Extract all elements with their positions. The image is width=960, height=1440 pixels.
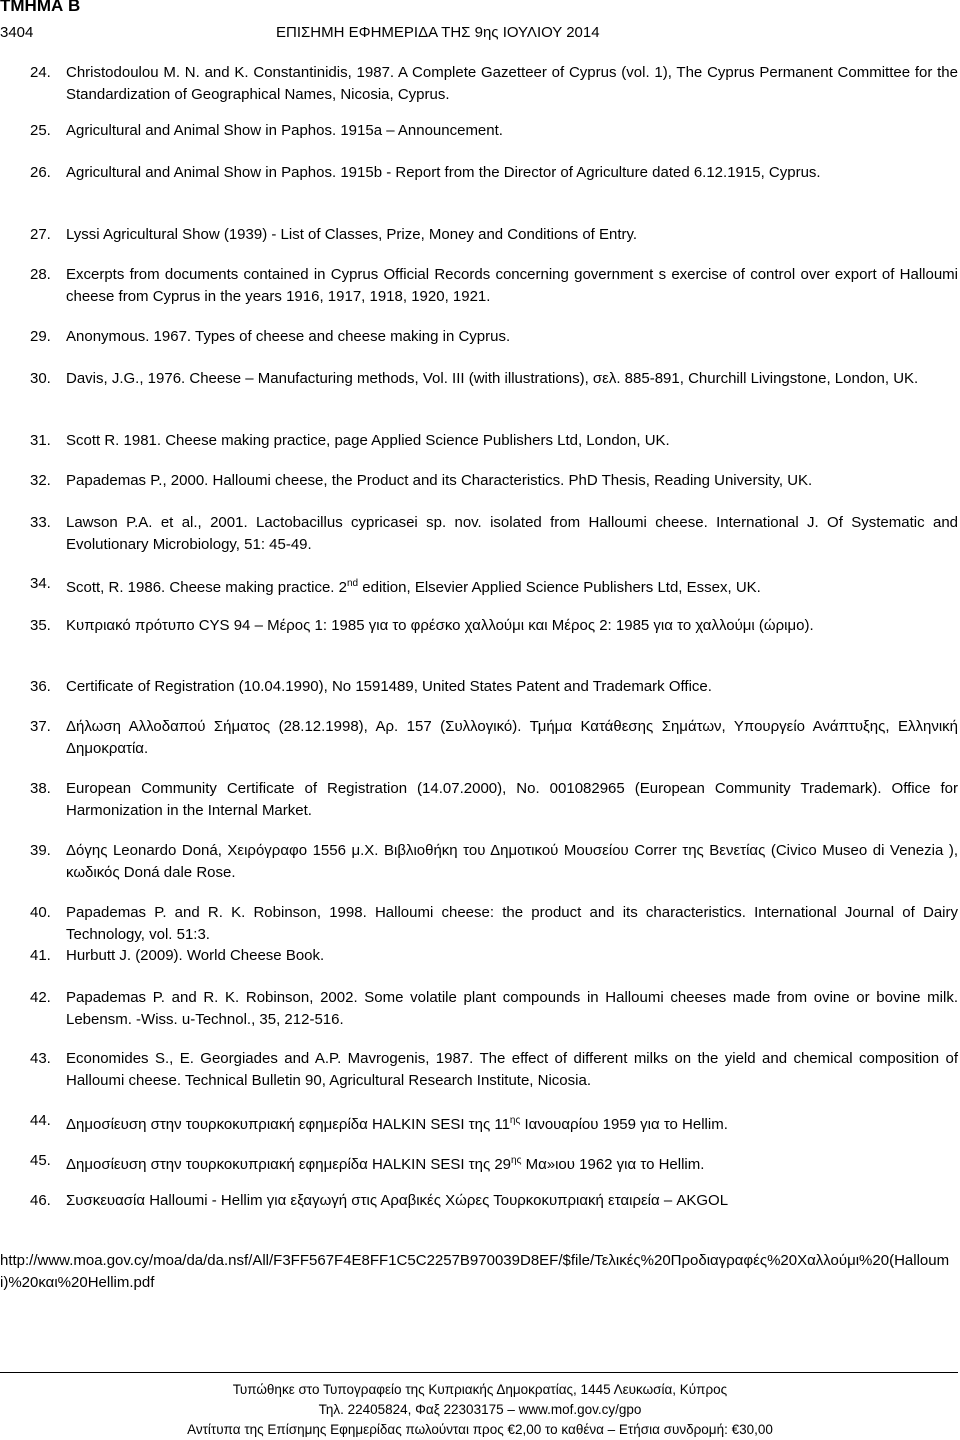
reference-text-main: Papademas P., 2000. Halloumi cheese, the Product and its Characteristics. PhD Thesis, Reading University, UK. (66, 472, 813, 489)
reference-number: 26. (30, 164, 51, 181)
reference-number: 44. (30, 1112, 51, 1129)
reference-text-main: Davis, J.G., 1976. Cheese – Manufacturing methods, Vol. III (with illustrations), σελ. 885-891, Churchill Livingstone, London, UK. (66, 370, 919, 387)
reference-text-main: Agricultural and Animal Show in Paphos. 1915b - Report from the Director of Agriculture dated 6.12.1915, Cyprus. (66, 164, 821, 181)
reference-text (66, 264, 958, 308)
reference-number: 43. (30, 1050, 51, 1067)
reference-number: 40. (30, 904, 51, 921)
footer (0, 1380, 960, 1440)
footer-divider (0, 1372, 958, 1373)
reference-text (66, 1048, 958, 1092)
reference-text-main: Δήλωση Αλλοδαπού Σήματος (28.12.1998), Αρ. 157 (Συλλογικό). Τμήμα Κατάθεσης Σημάτων, Υπουργείο Ανάπτυξης, Ελληνική Δημοκρατία. (66, 718, 958, 757)
source-url[interactable]: http://www.moa.gov.cy/moa/da/da.nsf/All/F3FF567F4E8FF1C5C2257B970039D8EF/$file/Τελικές%20Προδιαγραφές%20Χαλλούμι%20(Halloumi)%20και%20Hellim.pdf (0, 1252, 950, 1291)
reference-item (30, 62, 958, 106)
reference-text (66, 987, 958, 1031)
reference-number: 32. (30, 472, 51, 489)
reference-item (30, 945, 958, 967)
reference-text-continued: Ιανουαρίου 1959 για το Hellim. (520, 1116, 728, 1133)
reference-item (30, 1110, 958, 1136)
reference-number: 25. (30, 122, 51, 139)
reference-text (66, 902, 958, 946)
reference-item (30, 840, 958, 884)
reference-number: 37. (30, 718, 51, 735)
reference-text-main: Papademas P. and R. K. Robinson, 2002. Some volatile plant compounds in Halloumi cheeses made from ovine or bovine milk. Lebensm. -Wiss. u-Technol., 35, 212-516. (66, 989, 958, 1028)
reference-item (30, 778, 958, 822)
reference-text-continued: Μα»ιου 1962 για το Hellim. (521, 1156, 705, 1173)
footer-printer-line: Τυπώθηκε στο Τυπογραφείο της Κυπριακής Δημοκρατίας, 1445 Λευκωσία, Κύπρος (232, 1382, 728, 1397)
reference-number: 28. (30, 266, 51, 283)
reference-text-main: Scott R. 1981. Cheese making practice, page Applied Science Publishers Ltd, London, UK. (66, 432, 670, 449)
footer-contact-line: Τηλ. 22405824, Φαξ 22303175 – www.mof.gov.cy/gpo (318, 1402, 642, 1417)
reference-text (66, 224, 958, 246)
reference-number: 30. (30, 370, 51, 387)
reference-text-main: Papademas P. and R. K. Robinson, 1998. Halloumi cheese: the product and its characteristics. International Journal of Dairy Technology, vol. 51:3. (66, 904, 958, 943)
reference-item (30, 1150, 958, 1176)
reference-item (30, 987, 958, 1031)
reference-item (30, 326, 958, 348)
reference-number: 27. (30, 226, 51, 243)
reference-item (30, 615, 958, 637)
reference-text-main: Κυπριακό πρότυπο CYS 94 – Μέρος 1: 1985 για το φρέσκο χαλλούμι και Μέρος 2: 1985 για το χαλλούμι (ώριμο). (66, 617, 814, 634)
reference-item (30, 1190, 958, 1212)
reference-item (30, 716, 958, 760)
reference-number: 31. (30, 432, 51, 449)
reference-text-main: European Community Certificate of Registration (14.07.2000), No. 001082965 (European Community Trademark). Office for Harmonization in the Internal Market. (66, 780, 958, 819)
reference-text-main: Economides S., E. Georgiades and A.P. Mavrogenis, 1987. The effect of different milks on the yield and chemical composition of Halloumi cheese. Technical Bulletin 90, Agricultural Research Institute, Nicosia. (66, 1050, 958, 1089)
reference-item (30, 573, 958, 599)
reference-text-main: Christodoulou M. N. and K. Constantinidis, 1987. A Complete Gazetteer of Cyprus (vol. 1), The Cyprus Permanent Committee for the Standardization of Geographical Names, Nicosia, Cyprus. (66, 64, 958, 103)
reference-item (30, 120, 958, 142)
reference-number: 29. (30, 328, 51, 345)
reference-text (66, 945, 958, 967)
reference-item (30, 264, 958, 308)
reference-text-main: Scott, R. 1986. Cheese making practice. (66, 579, 335, 596)
reference-text-main: Certificate of Registration (10.04.1990), No 1591489, United States Patent and Trademark Office. (66, 678, 712, 695)
reference-number: 46. (30, 1192, 51, 1209)
reference-text (66, 1110, 958, 1136)
reference-text (66, 676, 958, 698)
reference-text (66, 615, 958, 637)
reference-number: 24. (30, 64, 51, 81)
reference-number: 33. (30, 514, 51, 531)
reference-text-main: Δημοσίευση στην τουρκοκυπριακή εφημερίδα HALKIN SESI της 29 (66, 1156, 512, 1173)
reference-text-main: Δημοσίευση στην τουρκοκυπριακή εφημερίδα HALKIN SESI της 11 (66, 1116, 510, 1133)
reference-item (30, 430, 958, 452)
reference-item (30, 1048, 958, 1092)
reference-text (66, 1150, 958, 1176)
reference-number: 41. (30, 947, 51, 964)
reference-number: 42. (30, 989, 51, 1006)
footer-price-line: Αντίτυπα της Επίσημης Εφημερίδας πωλούνται προς €2,00 το καθένα – Ετήσια συνδρομή: €30,00 (187, 1422, 773, 1437)
reference-item (30, 368, 958, 390)
reference-number: 35. (30, 617, 51, 634)
gazette-title: ΕΠΙΣΗΜΗ ΕΦΗΜΕΡΙΔΑ ΤΗΣ 9ης ΙΟΥΛΙΟΥ 2014 (276, 24, 600, 41)
reference-text (66, 512, 958, 556)
reference-superscript: ης (511, 1155, 522, 1166)
reference-text-main: Hurbutt J. (2009). World Cheese Book. (66, 947, 325, 964)
reference-text (66, 120, 958, 142)
reference-text (66, 430, 958, 452)
reference-text (66, 368, 958, 390)
reference-text-main: Lyssi Agricultural Show (1939) - List of Classes, Prize, Money and Conditions of Entry. (66, 226, 638, 243)
reference-item (30, 470, 958, 492)
section-label: ΤΜΗΜΑ Β (0, 0, 81, 15)
reference-text-main: Συσκευασία Halloumi - Hellim για εξαγωγή στις Αραβικές Χώρες Τουρκοκυπριακή εταιρεία – AKGOL (66, 1192, 729, 1209)
reference-text-main: Agricultural and Animal Show in Paphos. 1915a – Announcement. (66, 122, 503, 139)
reference-text (66, 162, 958, 184)
reference-number: 36. (30, 678, 51, 695)
reference-text (66, 840, 958, 884)
reference-item (30, 902, 958, 946)
reference-item (30, 224, 958, 246)
reference-text-continued: edition, Elsevier Applied Science Publishers Ltd, Essex, UK. (358, 579, 761, 596)
reference-text (66, 326, 958, 348)
reference-number: 45. (30, 1152, 51, 1169)
reference-item (30, 512, 958, 556)
page-number: 3404 (0, 24, 34, 41)
reference-text (66, 1190, 958, 1212)
reference-text-main: Anonymous. 1967. Types of cheese and cheese making in Cyprus. (66, 328, 511, 345)
reference-text (66, 62, 958, 106)
reference-superscript: nd (347, 578, 359, 589)
reference-text-main: Δόγης Leonardo Doná, Χειρόγραφο 1556 μ.Χ. Βιβλιοθήκη του Δημοτικού Μουσείου Correr της Βενετίας (Civico Museo di Venezia ), κωδικός Doná dale Rose. (66, 842, 958, 881)
reference-number: 34. (30, 575, 51, 592)
reference-number: 39. (30, 842, 51, 859)
reference-superscript: ης (509, 1115, 521, 1126)
reference-item (30, 162, 958, 184)
reference-text (66, 573, 958, 599)
reference-item (30, 676, 958, 698)
reference-number: 38. (30, 780, 51, 797)
reference-text (66, 716, 958, 760)
reference-text-pre-sup: 2 (334, 579, 347, 596)
reference-text (66, 778, 958, 822)
reference-text (66, 470, 958, 492)
reference-text-main: Excerpts from documents contained in Cyprus Official Records concerning government s exercise of control over export of Halloumi cheese from Cyprus in the years 1916, 1917, 1918, 1920, 1921. (66, 266, 958, 305)
reference-text-main: Lawson P.A. et al., 2001. Lactobacillus cypricasei sp. nov. isolated from Halloumi cheese. International J. Of Systematic and Evolutionary Microbiology, 51: 45-49. (66, 514, 958, 553)
